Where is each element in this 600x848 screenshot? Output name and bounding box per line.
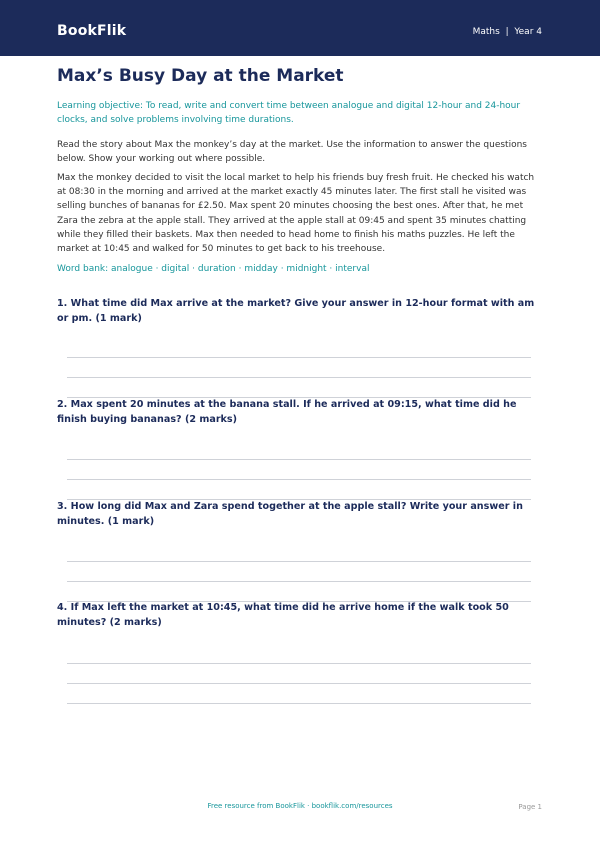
answer-line[interactable] (67, 459, 531, 460)
answer-line[interactable] (67, 357, 531, 358)
story-text: Max the monkey decided to visit the local market to help his friends buy fresh fruit. He checked his watch at 08:30 in the morning and arrived at the market exactly 45 minutes later. The first stall he visited was selling bunches of bananas for £2.50. Max spent 20 minutes choosing the best ones. After that, he met Zara the zebra at the apple stall. They arrived at the apple stall at 09:45 and spent 35 minutes chatting while they filled their baskets. Max then needed to head home to finish his maths puzzles. He left the market at 10:45 and walked for 50 minutes to get back to his treehouse. (57, 173, 535, 255)
answer-line[interactable] (67, 581, 531, 582)
subject-year-label (473, 27, 542, 37)
footer-resource-link[interactable]: Free resource from BookFlik · bookflik.com/resources (207, 802, 393, 810)
answer-line[interactable] (67, 663, 531, 664)
instructions-text: Read the story about Max the monkey’s day at the market. Use the information to answer the questions below. Show your working out where possible. (57, 140, 527, 164)
answer-line[interactable] (67, 703, 531, 704)
question-1: 1. What time did Max arrive at the market? Give your answer in 12-hour format with am or pm. (1 mark) (57, 298, 535, 324)
question-2: 2. Max spent 20 minutes at the banana stall. If he arrived at 09:15, what time did he finish buying bananas? (2 marks) (57, 399, 517, 425)
year-label: Year 4 (514, 27, 542, 37)
answer-line[interactable] (67, 377, 531, 378)
answer-line[interactable] (67, 561, 531, 562)
subject-label: Maths (472, 27, 500, 37)
word-bank: Word bank: analogue · digital · duration · midday · midnight · interval (57, 264, 370, 274)
brand-logo-text: BookFlik (57, 23, 127, 39)
question-3: 3. How long did Max and Zara spend together at the apple stall? Write your answer in minutes. (1 mark) (57, 501, 523, 527)
question-4: 4. If Max left the market at 10:45, what time did he arrive home if the walk took 50 minutes? (2 marks) (57, 602, 509, 628)
worksheet-title: Max’s Busy Day at the Market (57, 66, 344, 86)
header-separator: | (505, 27, 509, 37)
answer-line[interactable] (67, 683, 531, 684)
learning-objective: Learning objective: To read, write and convert time between analogue and digital 12-hour and 24-hour clocks, and solve problems involving time durations. (57, 101, 521, 125)
answer-line[interactable] (67, 479, 531, 480)
page-header (0, 0, 600, 56)
page-number: Page 1 (518, 803, 542, 811)
